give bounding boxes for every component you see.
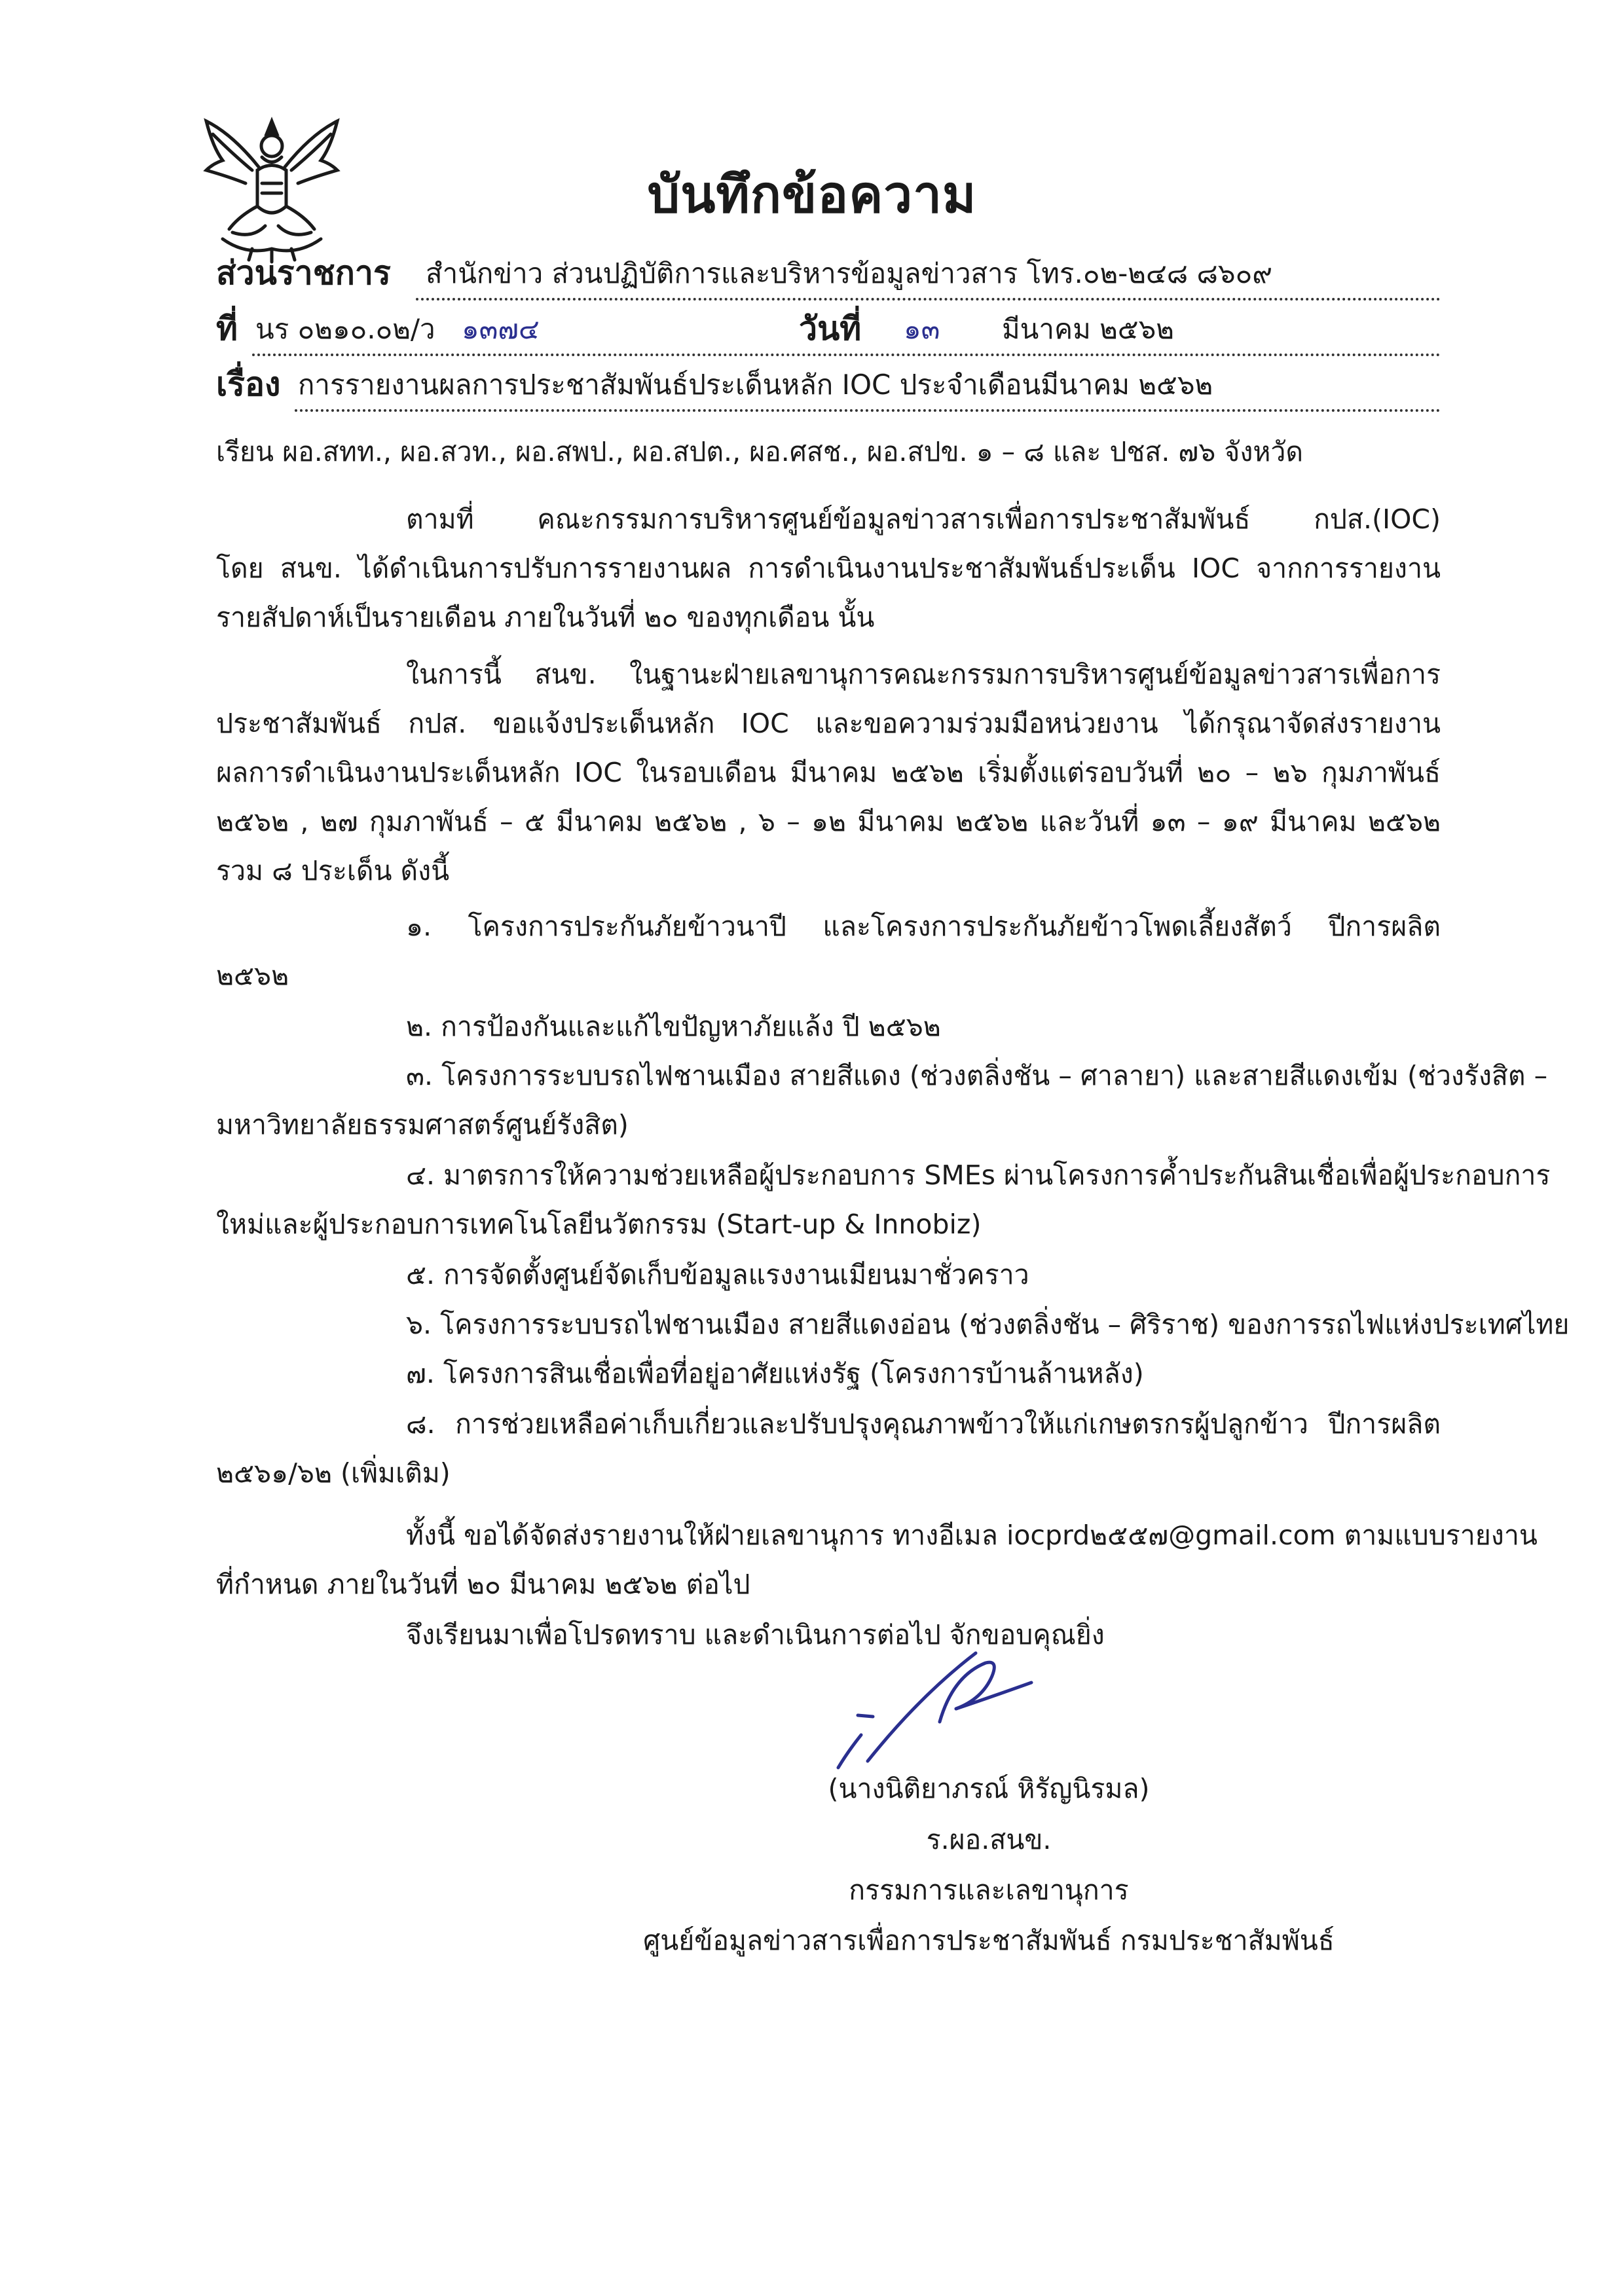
ref-number-handwritten: ๑๓๗๔ [462,313,540,345]
dotted-line [295,409,1441,412]
paragraph-line: รายสัปดาห์เป็นรายเดือน ภายในวันที่ ๒๐ ของทุกเดือน นั้น [216,602,875,633]
signer-position: ร.ผอ.สนข. [926,1824,1052,1855]
subject-value: การรายงานผลการประชาสัมพันธ์ประเด็นหลัก IOC ประจำเดือนมีนาคม ๒๕๖๒ [298,369,1213,401]
list-item-continuation: มหาวิทยาลัยธรรมศาสตร์ศูนย์รังสิต) [216,1109,629,1140]
signer-name: (นางนิติยาภรณ์ หิรัญนิรมล) [828,1773,1150,1804]
date-month-year: มีนาคม ๒๕๖๒ [1002,313,1174,345]
subject-row [216,363,1441,416]
salutation: เรียน ผอ.สทท., ผอ.สวท., ผอ.สพป., ผอ.สปต., ผอ.ศสช., ผอ.สปข. ๑ – ๘ และ ปชส. ๗๖ จังหวัด [216,436,1304,467]
list-item: ๘. การช่วยเหลือค่าเก็บเกี่ยวและปรับปรุงคุณภาพข้าวให้แก่เกษตรกรผู้ปลูกข้าว ปีการผลิต [406,1408,1441,1440]
signer-position: กรรมการและเลขานุการ [849,1874,1129,1906]
ref-label: ที่ [216,310,238,348]
list-item: ๗. โครงการสินเชื่อเพื่อที่อยู่อาศัยแห่งรัฐ (โครงการบ้านล้านหลัง) [406,1358,1144,1389]
list-item: ๓. โครงการระบบรถไฟชานเมือง สายสีแดง (ช่วงตลิ่งชัน – ศาลายา) และสายสีแดงเข้ม (ช่วงรังสิต – [406,1060,1548,1091]
signer-organization: ศูนย์ข้อมูลข่าวสารเพื่อการประชาสัมพันธ์ กรมประชาสัมพันธ์ [643,1925,1335,1956]
paragraph-line: ทั้งนี้ ขอได้จัดส่งรายงานให้ฝ่ายเลขานุการ ทางอีเมล iocprd๒๕๕๗@gmail.com ตามแบบรายงาน [406,1520,1538,1551]
list-item: ๑. โครงการประกันภัยข้าวนาปี และโครงการประกันภัยข้าวโพดเลี้ยงสัตว์ ปีการผลิต [406,911,1441,942]
handwritten-signature-icon [822,1637,1038,1774]
list-item-continuation: ๒๕๖๑/๖๒ (เพิ่มเติม) [216,1457,451,1489]
list-item: ๒. การป้องกันและแก้ไขปัญหาภัยแล้ง ปี ๒๕๖๒ [406,1011,941,1042]
paragraph-line: ผลการดำเนินงานประเด็นหลัก IOC ในรอบเดือน มีนาคม ๒๕๖๒ เริ่มตั้งแต่รอบวันที่ ๒๐ – ๒๖ กุมภาพันธ์ [216,757,1441,788]
subject-label: เรื่อง [216,365,281,403]
paragraph-line: ประชาสัมพันธ์ กปส. ขอแจ้งประเด็นหลัก IOC และขอความร่วมมือหน่วยงาน ได้กรุณาจัดส่งรายงาน [216,708,1441,739]
agency-value: สำนักข่าว ส่วนปฏิบัติการและบริหารข้อมูลข่าวสาร โทร.๐๒-๒๔๘ ๘๖๐๙ [426,257,1272,289]
list-item-continuation: ๒๕๖๒ [216,960,289,991]
dotted-line [416,298,1441,301]
paragraph-line: โดย สนข. ได้ดำเนินการปรับการรายงานผล การดำเนินงานประชาสัมพันธ์ประเด็น IOC จากการรายงาน [216,553,1441,584]
paragraph-line: ที่กำหนด ภายในวันที่ ๒๐ มีนาคม ๒๕๖๒ ต่อไป [216,1569,750,1600]
paragraph-line: รวม ๘ ประเด็น ดังนี้ [216,855,450,886]
closing-line: จึงเรียนมาเพื่อโปรดทราบ และดำเนินการต่อไป จักขอบคุณยิ่ง [406,1619,1105,1650]
ref-prefix: นร ๐๒๑๐.๐๒/ว [255,313,435,345]
agency-label: ส่วนราชการ [216,254,391,292]
list-item: ๔. มาตรการให้ความช่วยเหลือผู้ประกอบการ SMEs ผ่านโครงการค้ำประกันสินเชื่อเพื่อผู้ประกอบการ [406,1159,1551,1191]
list-item: ๖. โครงการระบบรถไฟชานเมือง สายสีแดงอ่อน (ช่วงตลิ่งชัน – ศิริราช) ของการรถไฟแห่งประเทศไทย [406,1309,1570,1340]
list-item: ๕. การจัดตั้งศูนย์จัดเก็บข้อมูลแรงงานเมียนมาชั่วคราว [406,1259,1029,1290]
date-day-handwritten: ๑๓ [904,313,940,345]
paragraph-line: ในการนี้ สนข. ในฐานะฝ่ายเลขานุการคณะกรรมการบริหารศูนย์ข้อมูลข่าวสารเพื่อการ [406,659,1441,690]
paragraph-line: ๒๕๖๒ , ๒๗ กุมภาพันธ์ – ๕ มีนาคม ๒๕๖๒ , ๖ – ๑๒ มีนาคม ๒๕๖๒ และวันที่ ๑๓ – ๑๙ มีนาคม ๒๕๖๒ [216,806,1441,837]
agency-row [216,252,1441,304]
document-title: บันทึกข้อความ [647,166,977,225]
reference-row [216,308,1441,360]
paragraph-line: ตามที่ คณะกรรมการบริหารศูนย์ข้อมูลข่าวสารเพื่อการประชาสัมพันธ์ กปส.(IOC) [406,503,1441,535]
date-label: วันที่ [799,310,862,348]
list-item-continuation: ใหม่และผู้ประกอบการเทคโนโลยีนวัตกรรม (Start-up & Innobiz) [216,1209,982,1240]
